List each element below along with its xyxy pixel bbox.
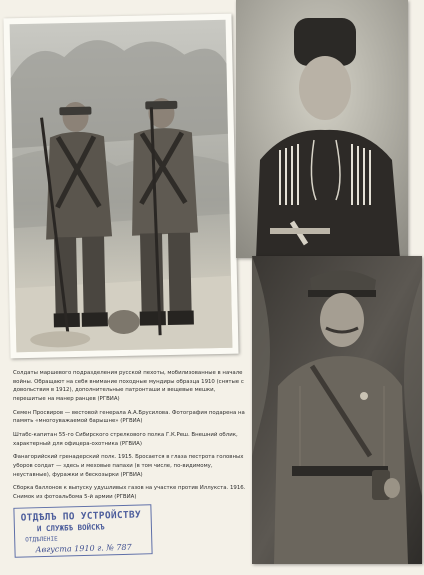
- stamp-line-2: И СЛУЖБѢ ВОЙСКЪ: [36, 522, 105, 534]
- stamp-line-3: ОТДѢЛЕНІЕ: [25, 535, 58, 544]
- caption-grenadier-regiment: Фанагорийский гренадерский полк. 1915. Бросается в глаза пестрота головных уборов солдат — здесь и меховые папахи (в том числе, по-видимому, неуставные), фуражки и бескозырки (РГВИА): [13, 454, 244, 478]
- caption-two-soldiers: Солдаты маршевого подразделения русской пехоты, мобилизованные в начале войны. Обращают на себя внимание походные мундиры образца 1910 (снятые с довольствия в 1912), дополнительные патронташи и вещевые мешки, перешитые на манер ранцев (РГВИА): [13, 370, 244, 402]
- caption-gas-cylinders: Сборка баллонов к выпуску удушливых газов на участке против Иллукста. 1916. Снимок из фотоальбома 5-й армии (РГВИА): [13, 485, 246, 500]
- caption-cossack: Семен Просвиров — вестовой генерала А.А.Брусилова. Фотография подарена на память «многоуважаемой барышне» (РГВИА): [13, 409, 245, 425]
- archive-stamp: [13, 504, 152, 558]
- stamp-line-1: ОТДѢЛЪ ПО УСТРОЙСТВУ: [20, 509, 142, 524]
- stamp-handwritten-date: Августа 1910 г. № 787: [35, 542, 132, 555]
- photo-two-soldiers: [3, 14, 238, 359]
- photo-cossack-portrait: [236, 0, 408, 258]
- caption-staff-captain: Штабс-капитан 55-го Сибирского стрелкового полка Г.К.Реш. Внешний облик, характерный для офицера-охотника (РГВИА): [13, 431, 238, 447]
- caption-block: [13, 369, 246, 507]
- photo-staff-captain: [252, 256, 422, 564]
